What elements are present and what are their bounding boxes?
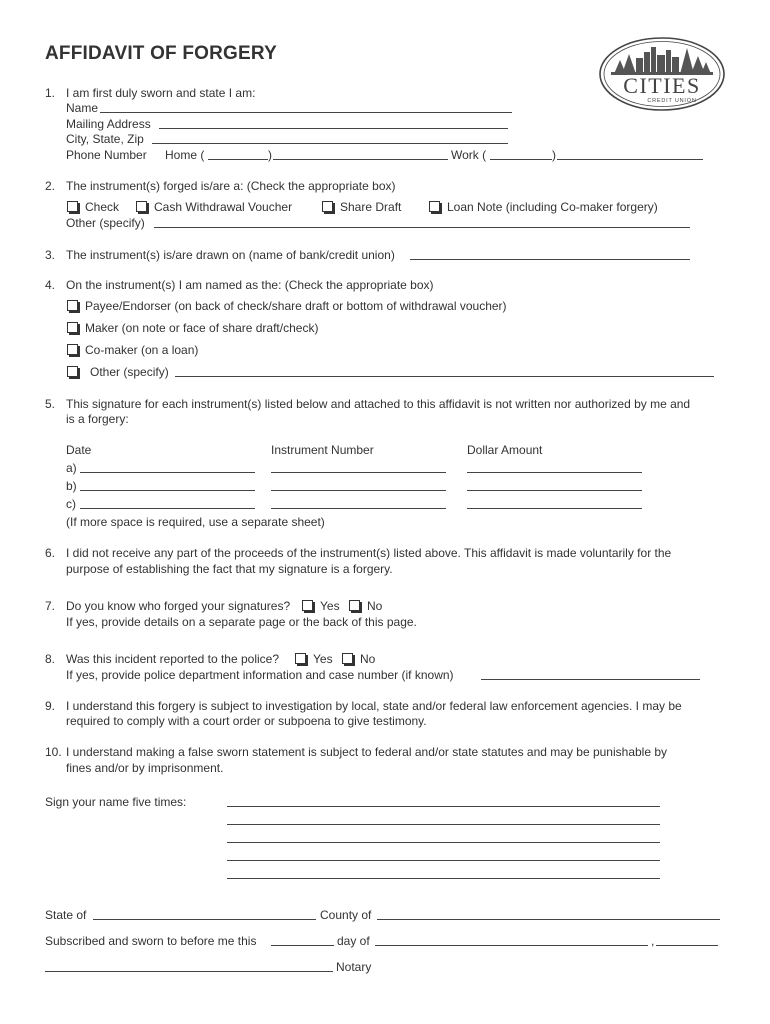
section-10-line-1: I understand making a false sworn statement is subject to federal and/or state statutes and may be punishable by [66, 745, 668, 759]
checkbox-other[interactable] [67, 366, 78, 377]
section-6-number: 6. [45, 546, 56, 560]
section-6-line-1: I did not receive any part of the proceeds of the instrument(s) listed above. This affidavit is made voluntarily for the [66, 546, 672, 560]
row-c-date-field[interactable] [80, 508, 255, 509]
logo-wordmark: CITIES [623, 73, 701, 98]
option-check-label: Check [85, 200, 120, 214]
notary-label: Notary [336, 960, 372, 974]
section-4-number: 4. [45, 278, 56, 292]
state-of-label: State of [45, 908, 87, 922]
section-2-text: The instrument(s) forged is/are a: (Check the appropriate box) [66, 179, 396, 193]
section-4-text: On the instrument(s) I am named as the: (Check the appropriate box) [66, 278, 434, 292]
checkbox-cash-withdrawal[interactable] [136, 201, 147, 212]
section-2-number: 2. [45, 179, 56, 193]
mailing-address-label: Mailing Address [66, 117, 151, 131]
home-paren-close: ) [268, 148, 272, 162]
option-knows-forger-yes[interactable] [302, 599, 340, 613]
section-1-text: I am first duly sworn and state I am: [66, 86, 256, 100]
row-c-amount-field[interactable] [467, 508, 642, 509]
option-police-no[interactable] [342, 652, 375, 666]
section-7-number: 7. [45, 599, 56, 613]
signature-field-2[interactable] [227, 824, 660, 825]
row-a-date-field[interactable] [80, 472, 255, 473]
option-maker[interactable] [67, 321, 318, 335]
section-7-question: Do you know who forged your signatures? [66, 599, 291, 613]
option-cash-withdrawal[interactable] [136, 200, 292, 214]
bank-name-field[interactable] [410, 259, 690, 260]
section-10-number: 10. [45, 745, 62, 759]
home-area-code-field[interactable] [208, 159, 268, 160]
column-dollar-amount: Dollar Amount [467, 443, 543, 457]
page-title: AFFIDAVIT OF FORGERY [45, 43, 277, 64]
option-loan-note[interactable] [429, 200, 658, 214]
checkbox-knows-forger-yes[interactable] [302, 600, 313, 611]
option-no-label: No [360, 652, 376, 666]
sworn-day-field[interactable] [271, 945, 334, 946]
sworn-year-field[interactable] [656, 945, 718, 946]
option-share-draft-label: Share Draft [340, 200, 402, 214]
other-role-field[interactable] [175, 376, 714, 377]
row-c-label: c) [66, 497, 76, 511]
county-field[interactable] [377, 919, 720, 920]
option-share-draft[interactable] [322, 200, 401, 214]
skyline-icon [614, 47, 711, 74]
section-7-line-2: If yes, provide details on a separate page or the back of this page. [66, 615, 417, 629]
checkbox-knows-forger-no[interactable] [349, 600, 360, 611]
option-loan-note-label: Loan Note (including Co-maker forgery) [447, 200, 658, 214]
checkbox-loan-note[interactable] [429, 201, 440, 212]
option-no-label: No [367, 599, 383, 613]
work-phone-field[interactable] [557, 159, 703, 160]
checkbox-check[interactable] [67, 201, 78, 212]
name-label: Name [66, 101, 99, 115]
row-b-date-field[interactable] [80, 490, 255, 491]
section-3-text: The instrument(s) is/are drawn on (name of bank/credit union) [66, 248, 395, 262]
work-area-code-field[interactable] [490, 159, 552, 160]
signature-field-5[interactable] [227, 878, 660, 879]
option-police-yes[interactable] [295, 652, 333, 666]
checkbox-police-no[interactable] [342, 653, 353, 664]
column-instrument-number: Instrument Number [271, 443, 374, 457]
home-phone-field[interactable] [273, 159, 448, 160]
row-c-instrument-field[interactable] [271, 508, 446, 509]
section-9-line-2: required to comply with a court order or subpoena to give testimony. [66, 714, 427, 728]
option-knows-forger-no[interactable] [349, 599, 382, 613]
other-specify-field[interactable] [154, 227, 690, 228]
row-a-instrument-field[interactable] [271, 472, 446, 473]
other-specify-label: Other (specify) [66, 216, 145, 230]
state-field[interactable] [93, 919, 316, 920]
row-b-instrument-field[interactable] [271, 490, 446, 491]
sign-label: Sign your name five times: [45, 795, 187, 809]
column-date: Date [66, 443, 92, 457]
row-a-label: a) [66, 461, 77, 475]
date-comma: , [651, 934, 655, 948]
section-8-question: Was this incident reported to the police? [66, 652, 280, 666]
subscribed-label: Subscribed and sworn to before me this [45, 934, 257, 948]
sworn-month-field[interactable] [375, 945, 648, 946]
section-6-line-2: purpose of establishing the fact that my signature is a forgery. [66, 562, 393, 576]
logo-tagline: CREDIT UNION [647, 98, 697, 104]
county-of-label: County of [320, 908, 372, 922]
day-of-label: day of [337, 934, 370, 948]
checkbox-police-yes[interactable] [295, 653, 306, 664]
option-payee-endorser-label: Payee/Endorser (on back of check/share draft or bottom of withdrawal voucher) [85, 299, 507, 313]
signature-field-1[interactable] [227, 806, 660, 807]
option-maker-label: Maker (on note or face of share draft/check) [85, 321, 319, 335]
signature-field-4[interactable] [227, 860, 660, 861]
option-co-maker[interactable] [67, 343, 198, 357]
section-5-number: 5. [45, 397, 56, 411]
option-other[interactable] [67, 365, 169, 379]
section-3-number: 3. [45, 248, 56, 262]
signature-field-3[interactable] [227, 842, 660, 843]
section-9-line-1: I understand this forgery is subject to investigation by local, state and/or federal law enforcement agencies. I may be [66, 699, 682, 713]
option-check[interactable] [67, 200, 119, 214]
city-state-zip-label: City, State, Zip [66, 132, 144, 146]
section-5-line-1: This signature for each instrument(s) listed below and attached to this affidavit is not written nor authorized by me and [66, 397, 691, 411]
separate-sheet-note: (If more space is required, use a separate sheet) [66, 515, 325, 529]
city-state-zip-field[interactable] [152, 143, 508, 144]
checkbox-share-draft[interactable] [322, 201, 333, 212]
checkbox-payee-endorser[interactable] [67, 300, 78, 311]
work-phone-label: Work ( [451, 148, 487, 162]
row-b-amount-field[interactable] [467, 490, 642, 491]
row-b-label: b) [66, 479, 77, 493]
checkbox-co-maker[interactable] [67, 344, 78, 355]
option-other-label: Other (specify) [90, 365, 169, 379]
cities-logo [598, 36, 726, 112]
phone-number-label: Phone Number [66, 148, 147, 162]
work-paren-close: ) [552, 148, 556, 162]
section-5-line-2: is a forgery: [66, 412, 129, 426]
police-case-number-field[interactable] [481, 679, 700, 680]
option-co-maker-label: Co-maker (on a loan) [85, 343, 199, 357]
section-8-line-2: If yes, provide police department information and case number (if known) [66, 668, 454, 682]
section-10-line-2: fines and/or by imprisonment. [66, 761, 224, 775]
option-yes-label: Yes [313, 652, 333, 666]
section-8-number: 8. [45, 652, 56, 666]
checkbox-maker[interactable] [67, 322, 78, 333]
home-phone-label: Home ( [165, 148, 205, 162]
section-9-number: 9. [45, 699, 56, 713]
mailing-address-field[interactable] [159, 128, 508, 129]
option-cash-withdrawal-label: Cash Withdrawal Voucher [154, 200, 293, 214]
row-a-amount-field[interactable] [467, 472, 642, 473]
name-field[interactable] [100, 112, 512, 113]
notary-signature-field[interactable] [45, 971, 333, 972]
section-1-number: 1. [45, 86, 56, 100]
option-payee-endorser[interactable] [67, 299, 507, 313]
option-yes-label: Yes [320, 599, 340, 613]
